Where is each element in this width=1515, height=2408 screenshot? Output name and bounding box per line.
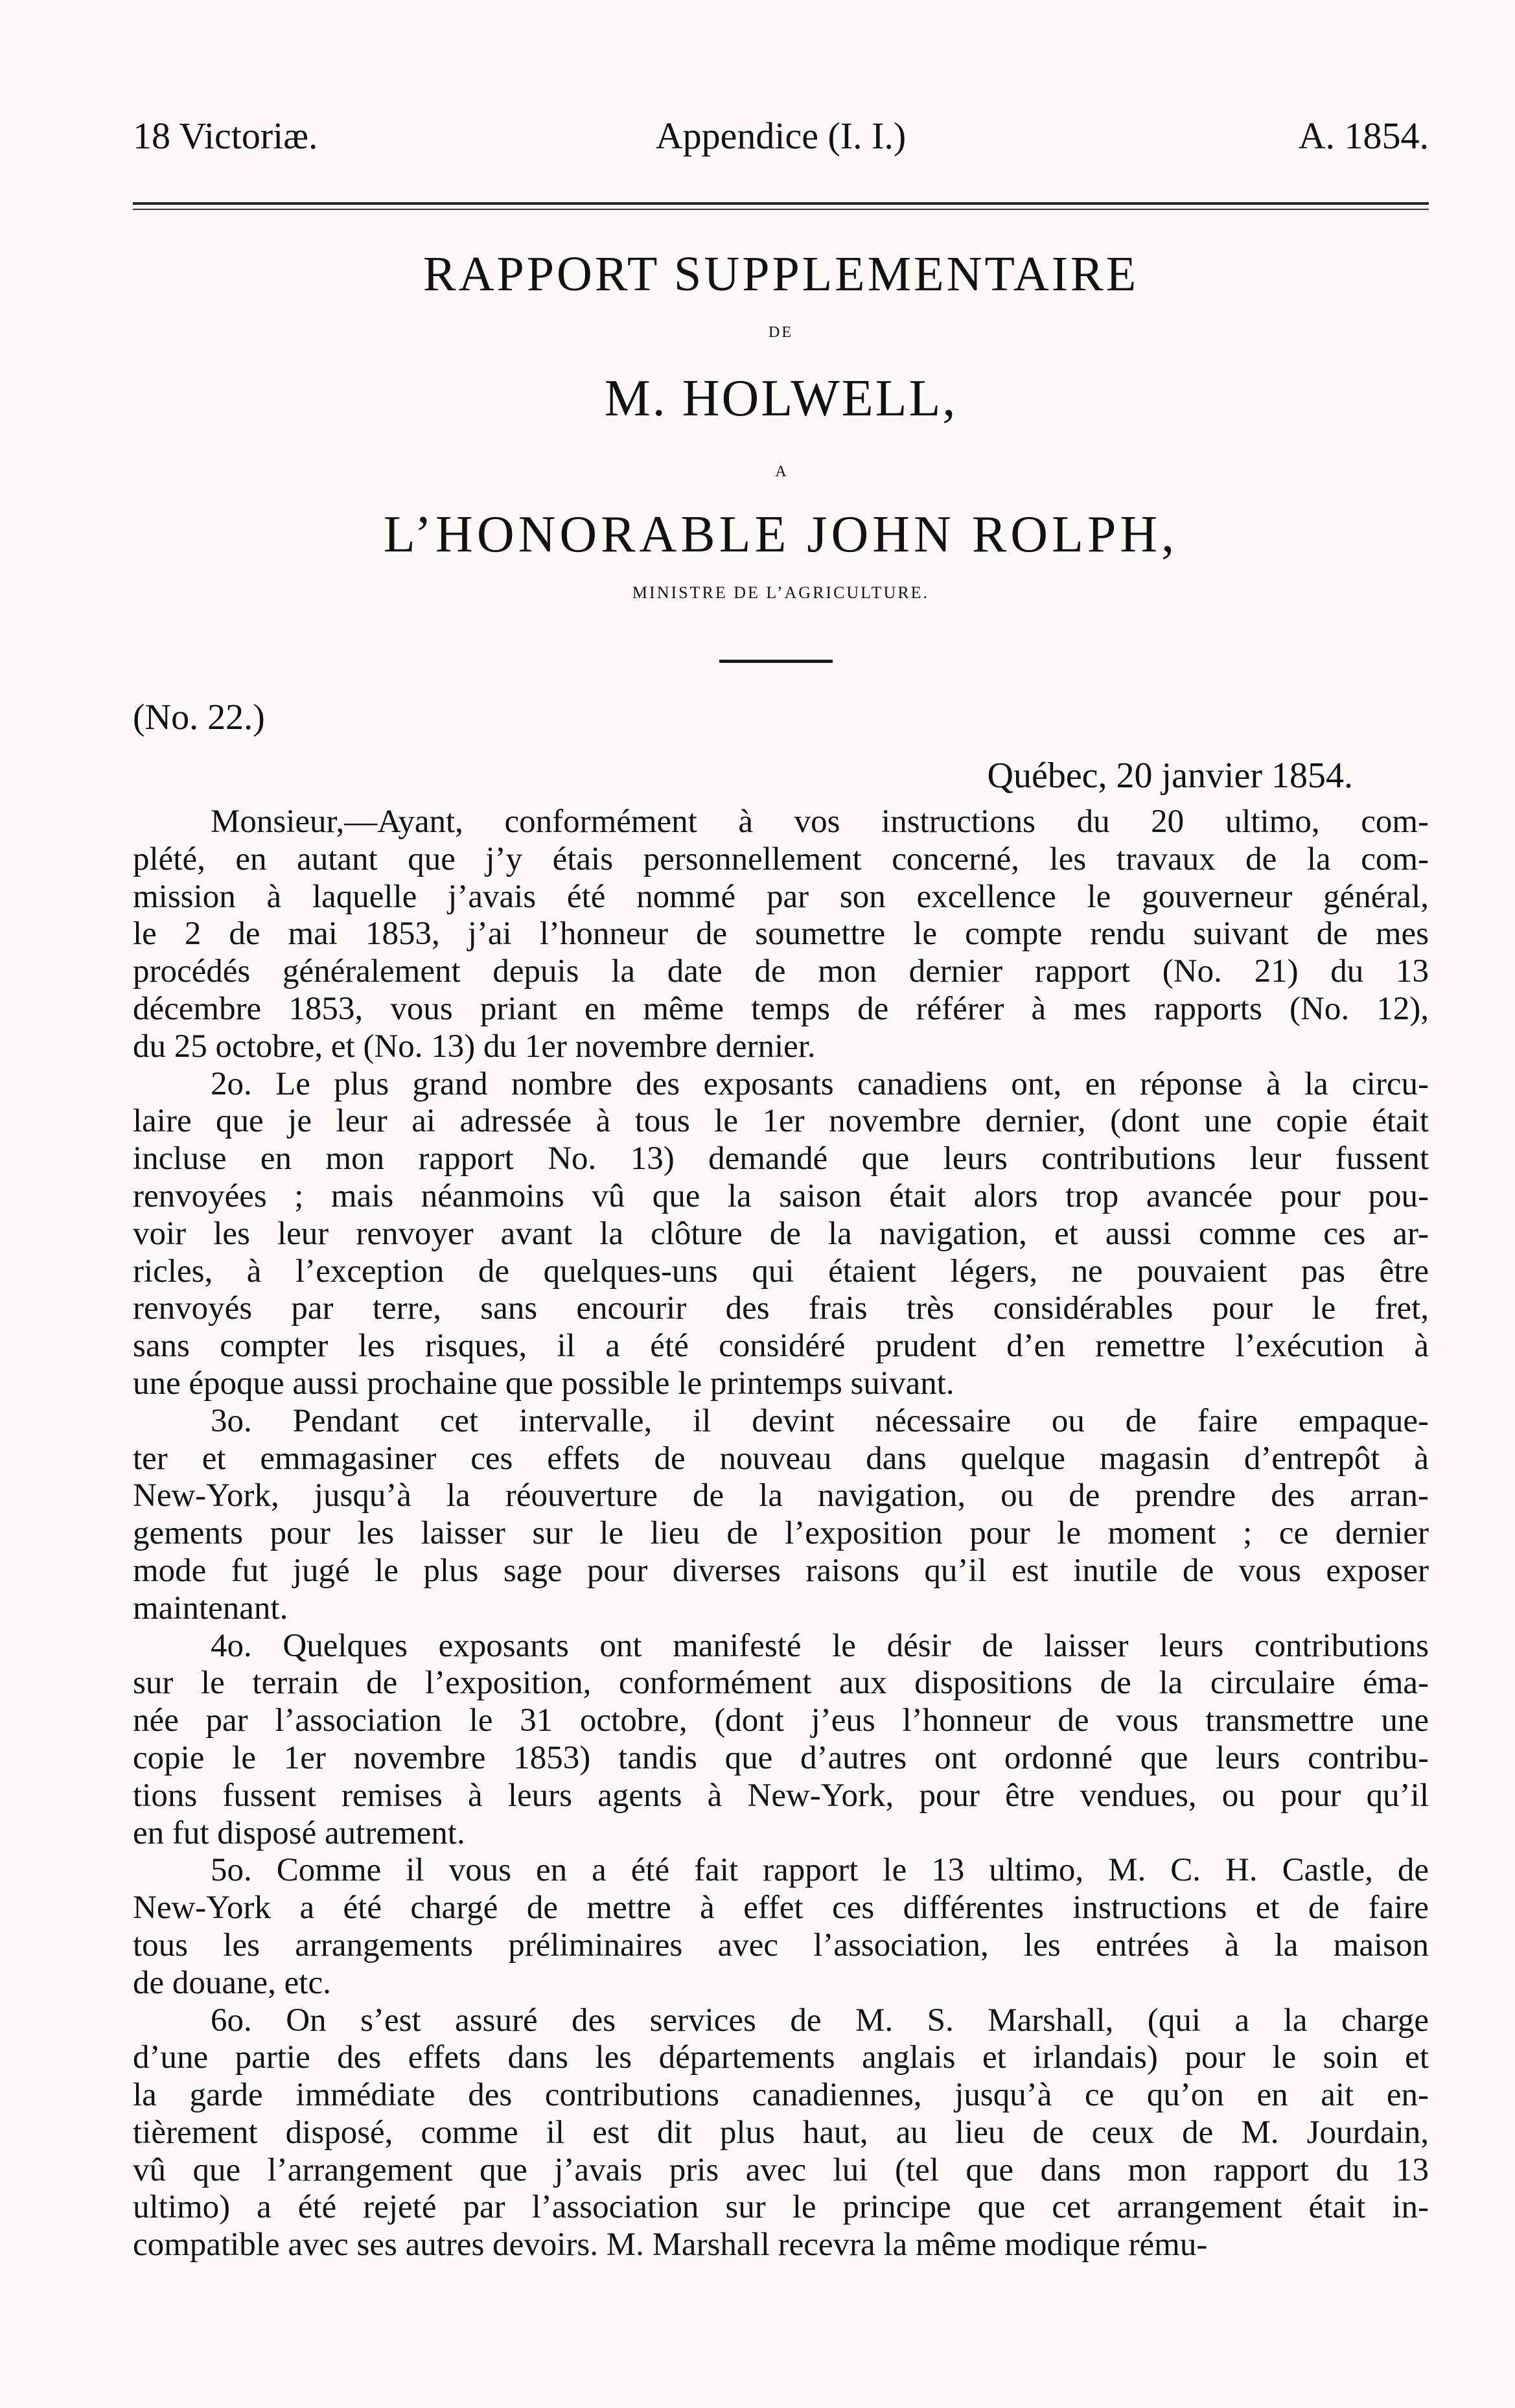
report-recipient: L’HONORABLE JOHN ROLPH, bbox=[383, 506, 1179, 563]
paragraph bbox=[133, 2002, 1429, 2265]
paragraph bbox=[133, 1403, 1429, 1628]
paragraph bbox=[133, 804, 1429, 1066]
text-line: tièrement disposé, comme il est dit plus haut, au lieu de ceux de M. Jourdain, bbox=[133, 2114, 1429, 2151]
report-body bbox=[133, 804, 1429, 2264]
text-line: New-York a été chargé de mettre à effet ces différentes instructions et de faire bbox=[133, 1890, 1429, 1927]
text-line: incluse en mon rapport No. 13) demandé que leurs contributions leur fussent bbox=[133, 1140, 1429, 1177]
header-appendix: Appendice (I. I.) bbox=[655, 115, 907, 157]
title-divider bbox=[719, 660, 833, 663]
recipient-ministry: MINISTRE DE L’AGRICULTURE. bbox=[632, 583, 930, 602]
report-title: RAPPORT SUPPLEMENTAIRE bbox=[422, 247, 1139, 301]
text-line: ultimo) a été rejeté par l’association sur le principe que cet arrangement était in- bbox=[133, 2189, 1429, 2226]
text-line: 3o. Pendant cet intervalle, il devint nécessaire ou de faire empaque- bbox=[211, 1402, 1429, 1439]
text-line: Monsieur,—Ayant, conformément à vos instructions du 20 ultimo, com- bbox=[211, 804, 1429, 840]
text-line: maintenant. bbox=[133, 1590, 288, 1627]
title-connector-de: DE bbox=[769, 324, 793, 341]
text-line: sur le terrain de l’exposition, conformément aux dispositions de la circulaire éma- bbox=[133, 1665, 1429, 1702]
text-line: 4o. Quelques exposants ont manifesté le désir de laisser leurs contributions bbox=[211, 1627, 1429, 1664]
text-line: mode fut jugé le plus sage pour diverses raisons qu’il est inutile de vous exposer bbox=[133, 1552, 1429, 1589]
title-connector-a: A bbox=[775, 463, 787, 480]
text-line: compatible avec ses autres devoirs. M. Marshall recevra la même modique rému- bbox=[133, 2227, 1208, 2263]
text-line: en fut disposé autrement. bbox=[133, 1814, 465, 1851]
text-line: 5o. Comme il vous en a été fait rapport le 13 ultimo, M. C. H. Castle, de bbox=[211, 1852, 1429, 1889]
text-line: copie le 1er novembre 1853) tandis que d’autres ont ordonné que leurs contribu- bbox=[133, 1739, 1429, 1776]
text-line: laire que je leur ai adressée à tous le 1er novembre dernier, (dont une copie était bbox=[133, 1103, 1429, 1140]
text-line: du 25 octobre, et (No. 13) du 1er novembre dernier. bbox=[133, 1028, 816, 1065]
document-number: (No. 22.) bbox=[133, 697, 265, 737]
paragraph bbox=[133, 1066, 1429, 1403]
text-line: sans compter les risques, il a été considéré prudent d’en remettre l’exécution à bbox=[133, 1328, 1429, 1365]
text-line: procédés généralement depuis la date de mon dernier rapport (No. 21) du 13 bbox=[133, 953, 1429, 990]
text-line: tions fussent remises à leurs agents à New-York, pour être vendues, ou pour qu’il bbox=[133, 1777, 1429, 1814]
header-divider bbox=[133, 202, 1429, 210]
text-line: le 2 de mai 1853, j’ai l’honneur de soumettre le compte rendu suivant de mes bbox=[133, 916, 1429, 953]
text-line: une époque aussi prochaine que possible le printemps suivant. bbox=[133, 1365, 954, 1402]
text-line: renvoyés par terre, sans encourir des frais très considérables pour le fret, bbox=[133, 1290, 1429, 1327]
text-line: 2o. Le plus grand nombre des exposants canadiens ont, en réponse à la circu- bbox=[211, 1065, 1429, 1102]
text-line: 6o. On s’est assuré des services de M. S. Marshall, (qui a la charge bbox=[211, 2002, 1429, 2039]
text-line: ter et emmagasiner ces effets de nouveau dans quelque magasin d’entrepôt à bbox=[133, 1440, 1429, 1477]
text-line: la garde immédiate des contributions canadiennes, jusqu’à ce qu’on en ait en- bbox=[133, 2077, 1429, 2114]
header-year: A. 1854. bbox=[1298, 115, 1429, 157]
dateline: Québec, 20 janvier 1854. bbox=[987, 756, 1353, 796]
text-line: de douane, etc. bbox=[133, 1964, 331, 2001]
paragraph bbox=[133, 1852, 1429, 2002]
text-line: plété, en autant que j’y étais personnellement concerné, les travaux de la com- bbox=[133, 840, 1429, 877]
header-session: 18 Victoriæ. bbox=[133, 115, 318, 157]
text-line: ricles, à l’exception de quelques-uns qui étaient légers, ne pouvaient pas être bbox=[133, 1253, 1429, 1290]
paragraph bbox=[133, 1628, 1429, 1853]
text-line: vû que l’arrangement que j’avais pris avec lui (tel que dans mon rapport du 13 bbox=[133, 2151, 1429, 2188]
text-line: née par l’association le 31 octobre, (dont j’eus l’honneur de vous transmettre une bbox=[133, 1702, 1429, 1739]
report-author: M. HOLWELL, bbox=[604, 370, 958, 427]
text-line: gements pour les laisser sur le lieu de l’exposition pour le moment ; ce dernier bbox=[133, 1515, 1429, 1552]
running-header bbox=[133, 110, 1429, 162]
text-line: d’une partie des effets dans les départements anglais et irlandais) pour le soin et bbox=[133, 2039, 1429, 2076]
text-line: mission à laquelle j’avais été nommé par son excellence le gouverneur général, bbox=[133, 878, 1429, 915]
text-line: renvoyées ; mais néanmoins vû que la saison était alors trop avancée pour pou- bbox=[133, 1177, 1429, 1214]
text-line: tous les arrangements préliminaires avec l’association, les entrées à la maison bbox=[133, 1927, 1429, 1963]
text-line: New-York, jusqu’à la réouverture de la navigation, ou de prendre des arran- bbox=[133, 1477, 1429, 1514]
text-line: décembre 1853, vous priant en même temps de référer à mes rapports (No. 12), bbox=[133, 990, 1429, 1027]
text-line: voir les leur renvoyer avant la clôture de la navigation, et aussi comme ces ar- bbox=[133, 1215, 1429, 1252]
